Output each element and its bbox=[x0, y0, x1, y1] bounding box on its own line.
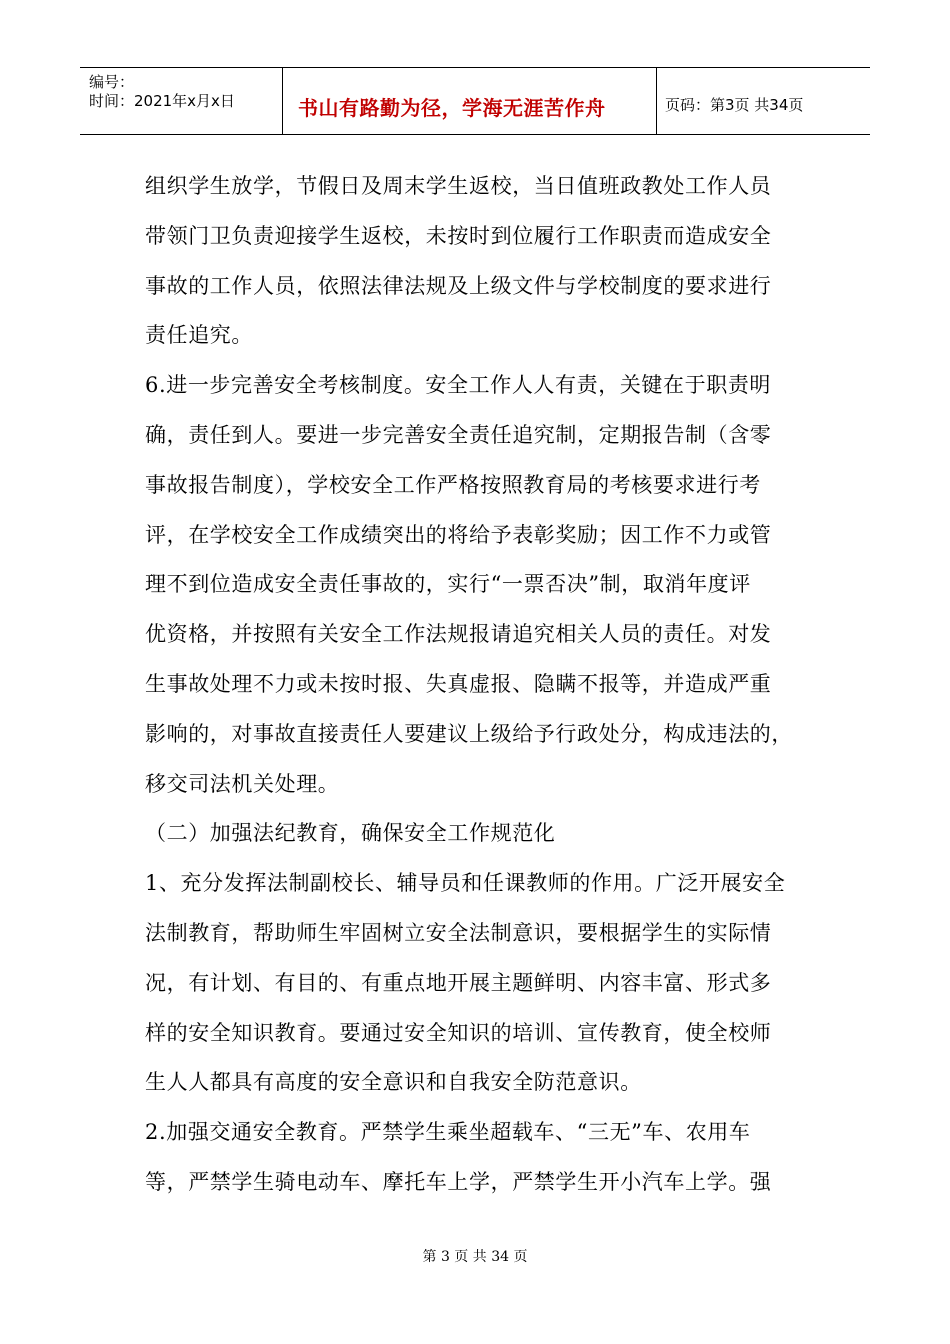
page-footer: 第 3 页 共 34 页 bbox=[422, 1249, 528, 1265]
body-line: 确，责任到人。要进一步完善安全责任追究制，定期报告制（含零 bbox=[145, 422, 772, 447]
body-line: 带领门卫负责迎接学生返校，未按时到位履行工作职责而造成安全 bbox=[145, 223, 772, 248]
header-motto: 书山有路勤为径，学海无涯苦作舟 bbox=[298, 96, 606, 120]
body-line: 事故的工作人员，依照法律法规及上级文件与学校制度的要求进行 bbox=[145, 273, 772, 298]
document-header bbox=[80, 67, 870, 135]
body-line: 1、充分发挥法制副校长、辅导员和任课教师的作用。广泛开展安全 bbox=[145, 871, 786, 896]
document-number-label: 编号： bbox=[89, 73, 135, 91]
body-line: 等，严禁学生骑电动车、摩托车上学，严禁学生开小汽车上学。强 bbox=[145, 1169, 772, 1194]
body-line: 责任追究。 bbox=[145, 323, 253, 348]
header-page-info: 页码：第3页 共34页 bbox=[665, 96, 804, 114]
body-line: 生人人都具有高度的安全意识和自我安全防范意识。 bbox=[145, 1070, 642, 1095]
body-line: 组织学生放学，节假日及周末学生返校，当日值班政教处工作人员 bbox=[145, 174, 772, 198]
body-line: 优资格，并按照有关安全工作法规报请追究相关人员的责任。对发 bbox=[145, 622, 772, 647]
body-line: 事故报告制度），学校安全工作严格按照教育局的考核要求进行考 bbox=[145, 472, 761, 497]
body-line: 样的安全知识教育。要通过安全知识的培训、宣传教育，使全校师 bbox=[145, 1020, 772, 1045]
header-page-cell bbox=[657, 68, 870, 134]
body-line: 2.加强交通安全教育。严禁学生乘坐超载车、“三无”车、农用车 bbox=[145, 1120, 751, 1145]
header-meta-cell bbox=[80, 68, 283, 134]
document-date-label: 时间：2021年x月x日 bbox=[89, 92, 235, 110]
body-line: 移交司法机关处理。 bbox=[145, 771, 340, 796]
body-line: 生事故处理不力或未按时报、失真虚报、隐瞒不报等，并造成严重 bbox=[145, 671, 772, 696]
body-line: 6.进一步完善安全考核制度。安全工作人人有责，关键在于职责明 bbox=[145, 373, 772, 398]
body-line: 影响的，对事故直接责任人要建议上级给予行政处分，构成违法的， bbox=[145, 721, 793, 746]
body-line: 理不到位造成安全责任事故的，实行“一票否决”制，取消年度评 bbox=[145, 572, 751, 597]
section-heading: （二）加强法纪教育，确保安全工作规范化 bbox=[145, 821, 556, 846]
document-body bbox=[145, 162, 810, 1208]
body-line: 法制教育，帮助师生牢固树立安全法制意识，要根据学生的实际情 bbox=[145, 920, 772, 945]
body-line: 评，在学校安全工作成绩突出的将给予表彰奖励；因工作不力或管 bbox=[145, 522, 772, 547]
body-line: 况，有计划、有目的、有重点地开展主题鲜明、内容丰富、形式多 bbox=[145, 970, 772, 995]
header-motto-cell bbox=[283, 68, 657, 134]
